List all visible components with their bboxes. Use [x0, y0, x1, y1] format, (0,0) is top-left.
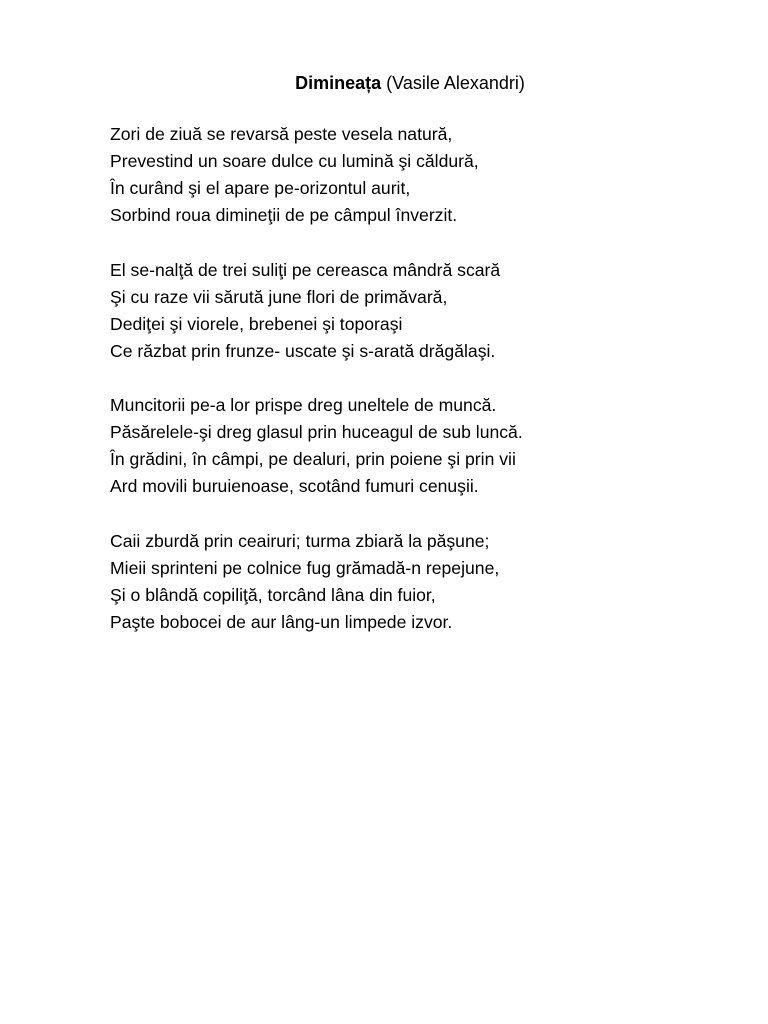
poem-line: Şi cu raze vii sărută june flori de primăvară,	[110, 286, 448, 307]
stanza-4	[110, 528, 750, 636]
stanza-2	[110, 257, 750, 365]
poem-line: Dediţei şi viorele, brebenei şi toporaşi	[110, 313, 403, 334]
poem-line: Zori de ziuă se revarsă peste vesela natură,	[110, 124, 453, 144]
poem-line: Sorbind roua dimineţii de pe câmpul înverzit.	[110, 205, 458, 225]
poem-line: Prevestind un soare dulce cu lumină şi căldură,	[110, 151, 479, 171]
poem-line: Paşte bobocei de aur lâng-un limpede izvor.	[110, 611, 453, 632]
poem-line: În curând şi el apare pe-orizontul aurit,	[110, 178, 411, 198]
stanza-3	[110, 392, 750, 500]
poem-title: Dimineața	[295, 73, 382, 93]
poem-line: Muncitorii pe-a lor prispe dreg uneltele de muncă.	[110, 395, 497, 415]
poem-body	[110, 121, 750, 663]
poem-line: Ce răzbat prin frunze- uscate şi s-arată drăgălaşi.	[110, 340, 496, 361]
poem-line: Ard movili buruienoase, scotând fumuri cenuşii.	[110, 476, 479, 496]
poem-line: Păsărelele-şi dreg glasul prin huceagul de sub luncă.	[110, 422, 523, 442]
poem-line: Caii zburdă prin ceairuri; turma zbiară la păşune;	[110, 530, 490, 551]
poem-line: Şi o blândă copiliţă, torcând lâna din fuior,	[110, 584, 436, 605]
poem-line: El se-nalţă de trei suliţi pe cereasca mândră scară	[110, 259, 501, 280]
poem-author: (Vasile Alexandri)	[386, 73, 525, 93]
stanza-1	[110, 121, 750, 229]
poem-line: Mieii sprinteni pe colnice fug grămadă-n repejune,	[110, 557, 500, 578]
poem-line: În grădini, în câmpi, pe dealuri, prin poiene şi prin vii	[110, 449, 516, 469]
poem-title-line	[0, 70, 768, 96]
